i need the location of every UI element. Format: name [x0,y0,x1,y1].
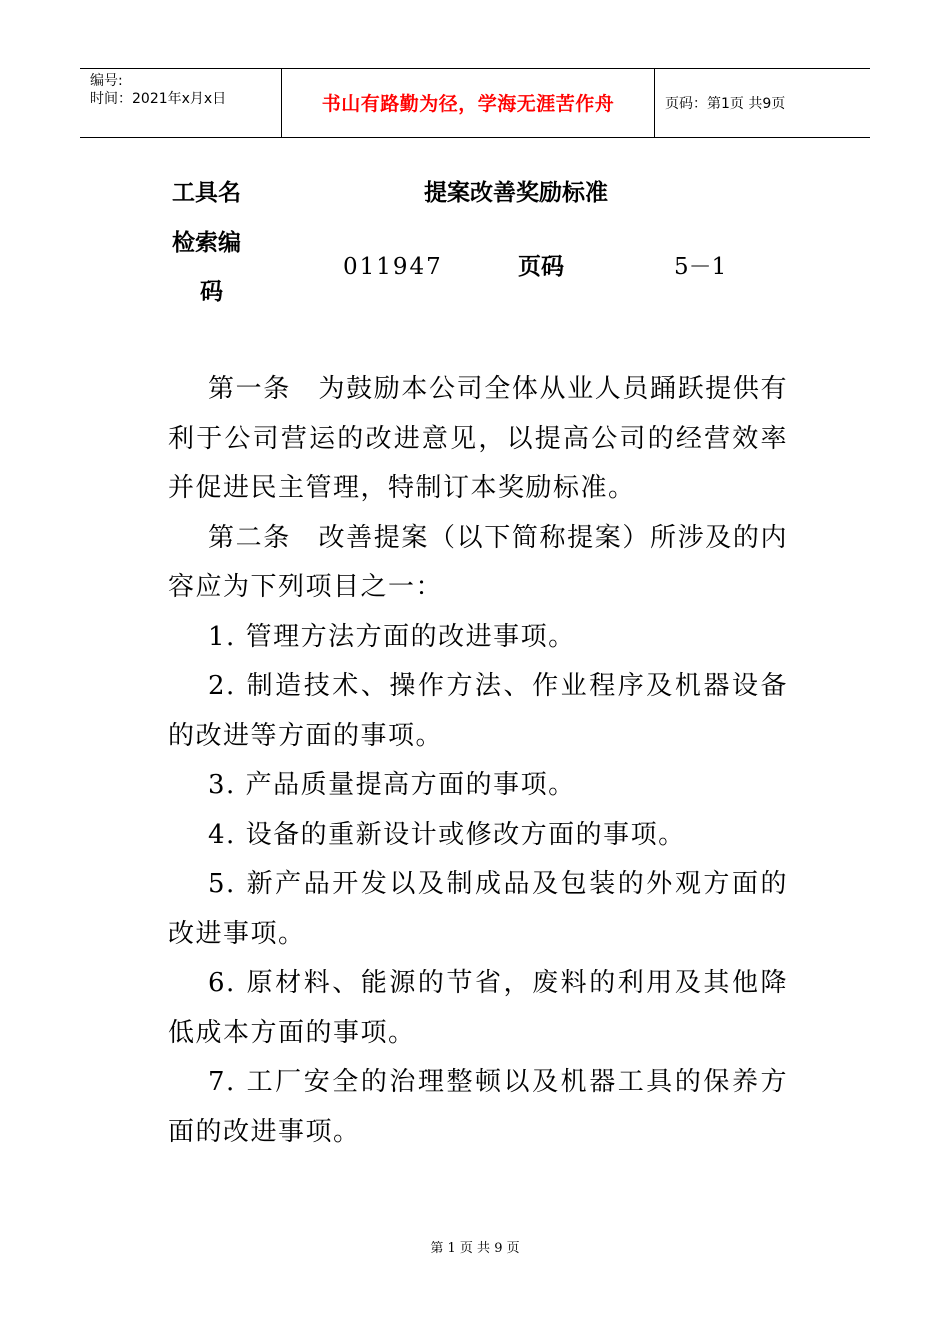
index-label-line1: 检索编 [172,230,241,256]
list-item-1: 1. 管理方法方面的改进事项。 [208,621,576,652]
number-label: 编号: [90,73,123,89]
article-1: 第一条 为鼓励本公司全体从业人员踊跃提供有利于公司营运的改进意见，以提高公司的经营效率并促进民主管理，特制订本奖励标准。 [168,374,788,503]
list-item-4: 4. 设备的重新设计或修改方面的事项。 [208,819,686,850]
list-item-3: 3. 产品质量提高方面的事项。 [208,770,576,800]
date-label: 时间：2021年x月x日 [90,91,227,107]
header-page-info: 页码：第1页 共9页 [665,96,786,112]
list-item-7: 7. 工厂安全的治理整顿以及机器工具的保养方面的改进事项。 [168,1067,788,1147]
motto: 书山有路勤为径，学海无涯苦作舟 [321,93,615,115]
header-meta-cell [80,69,282,137]
body-text [168,365,788,1157]
index-label-line2: 码 [200,279,223,305]
page-value: 5－1 [674,254,727,280]
document-header [80,68,870,138]
article-2: 第二条 改善提案（以下简称提案）所涉及的内容应为下列项目之一： [168,522,788,602]
list-item-6: 6. 原材料、能源的节省，废料的利用及其他降低成本方面的事项。 [168,968,788,1048]
list-item-5: 5. 新产品开发以及制成品及包装的外观方面的改进事项。 [168,869,788,949]
header-page-cell [655,69,870,137]
header-motto-cell [282,69,655,137]
tool-name-label: 工具名 [172,180,241,206]
page-footer: 第 1 页 共 9 页 [430,1241,520,1256]
list-item-2: 2. 制造技术、操作方法、作业程序及机器设备的改进等方面的事项。 [168,671,788,751]
page-label: 页码 [518,254,564,280]
index-value: 011947 [343,254,443,280]
tool-name-value: 提案改善奖励标准 [424,180,608,206]
